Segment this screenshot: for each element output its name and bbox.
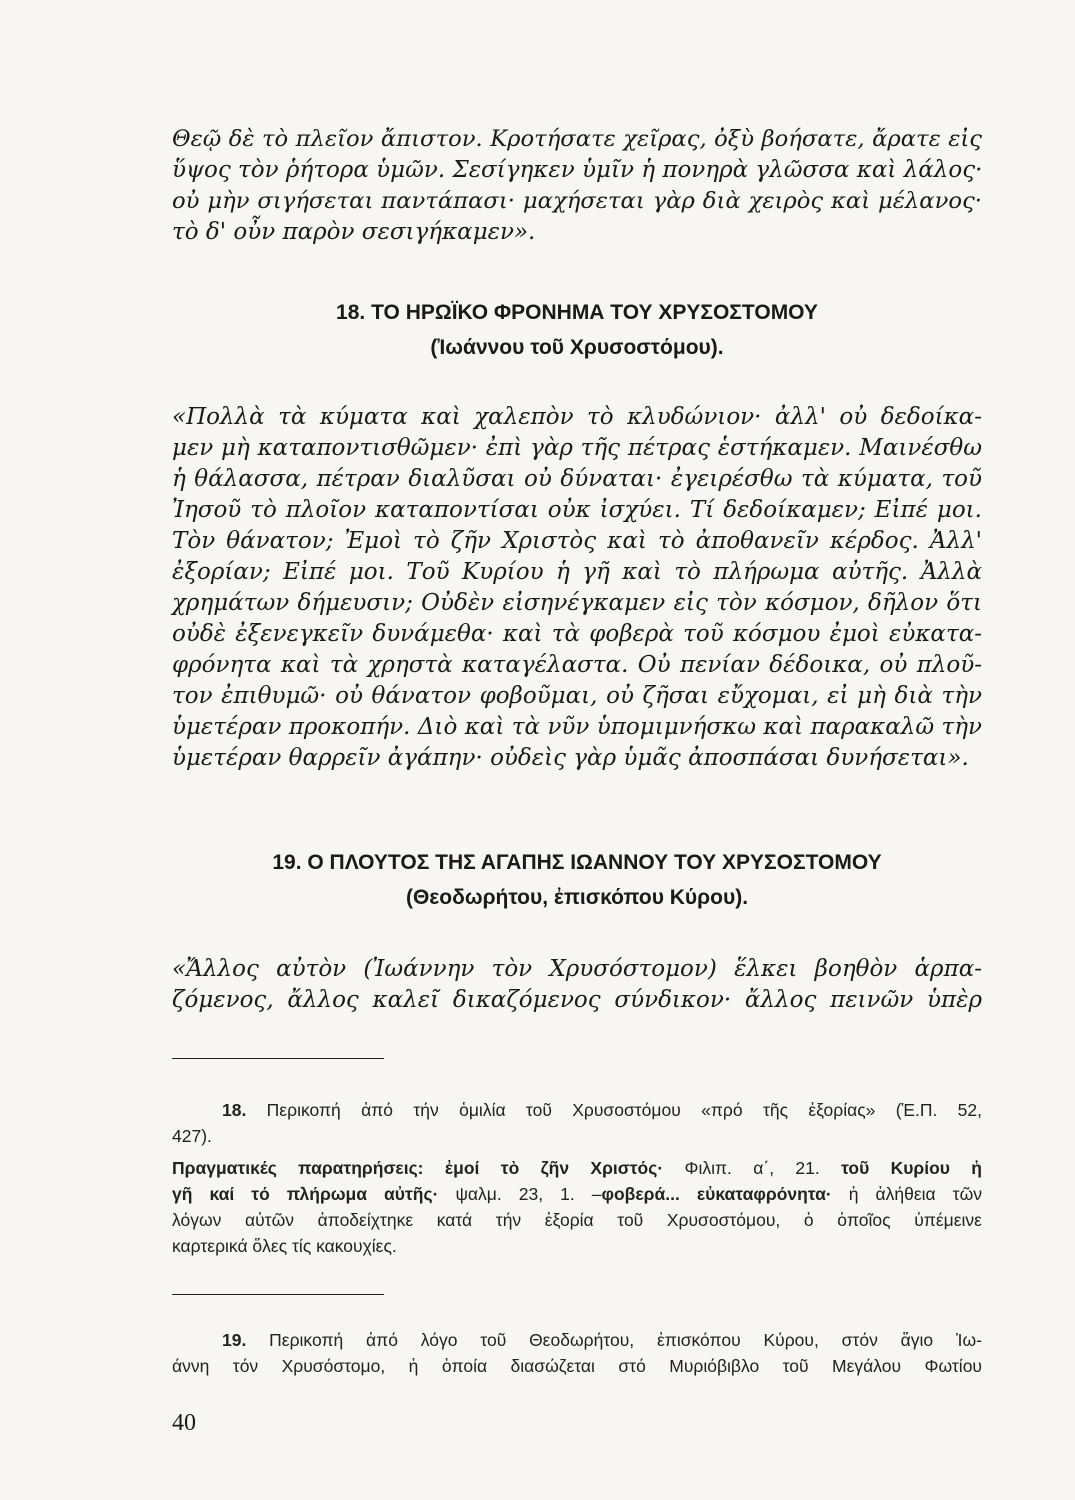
footnote-line: γῆ καί τό πλήρωμα αὐτῆς· ψαλμ. 23, 1. –φοβερά... εὐκαταφρόνητα· ἡ ἀλήθεια τῶν <box>172 1184 982 1204</box>
section-18-subtitle: (Ἰωάννου τοῦ Χρυσοστόμου). <box>430 336 724 359</box>
text-line: Τὸν θάνατον; Ἐμοὶ τὸ ζῆν Χριστὸς καὶ τὸ ἀποθανεῖν κέρδος. Ἀλλ' <box>172 528 982 554</box>
text-line: οὐδὲ ἐξενεγκεῖν δυνάμεθα· καὶ τὰ φοβερὰ τοῦ κόσμου ἐμοὶ εὐκατα- <box>172 621 982 647</box>
footnote-divider <box>172 1058 384 1059</box>
text-line: ζόμενος, ἄλλος καλεῖ δικαζόμενος σύνδικον· ἄλλος πεινῶν ὑπὲρ <box>172 987 982 1013</box>
text-line: Ἰησοῦ τὸ πλοῖον καταποντίσαι οὐκ ἰσχύει. Τί δεδοίκαμεν; Εἰπέ μοι. <box>172 497 982 523</box>
text-line: Θεῷ δὲ τὸ πλεῖον ἄπιστον. Κροτήσατε χεῖρας, ὀξὺ βοήσατε, ἄρατε εἰς <box>172 126 982 152</box>
page-number: 40 <box>172 1410 196 1436</box>
footnote-19 <box>172 1327 982 1379</box>
text-line: «Πολλὰ τὰ κύματα καὶ χαλεπὸν τὸ κλυδώνιον· ἀλλ' οὐ δεδοίκα- <box>172 404 982 430</box>
text-line: τὸ δ' οὖν παρὸν σεσιγήκαμεν». <box>172 219 536 245</box>
text-line: ὑμετέραν προκοπήν. Διὸ καὶ τὰ νῦν ὑπομιμνήσκω καὶ παρακαλῶ τὴν <box>172 714 982 740</box>
text-line: ὕψος τὸν ῥήτορα ὑμῶν. Σεσίγηκεν ὑμῖν ἡ πονηρὰ γλῶσσα καὶ λάλος· <box>172 157 983 183</box>
text-line: τον ἐπιθυμῶ· οὐ θάνατον φοβοῦμαι, οὐ ζῆσαι εὔχομαι, εἰ μὴ διὰ τὴν <box>172 683 982 709</box>
section-19-text <box>172 954 982 1016</box>
section-19-subtitle: (Θεοδωρήτου, ἐπισκόπου Κύρου). <box>405 886 749 909</box>
text-line: μεν μὴ καταποντισθῶμεν· ἐπὶ γὰρ τῆς πέτρας ἑστήκαμεν. Μαινέσθω <box>172 435 982 461</box>
text-line: ὑμετέραν θαρρεῖν ἀγάπην· οὐδεὶς γὰρ ὑμᾶς ἀποσπάσαι δυνήσεται». <box>172 745 969 771</box>
text-line: οὐ μὴν σιγήσεται παντάπασι· μαχήσεται γὰρ διὰ χειρὸς καὶ μέλανος· <box>172 188 982 214</box>
footnote-number: 18. <box>222 1100 247 1120</box>
text-line: ἡ θάλασσα, πέτραν διαλῦσαι οὐ δύναται· ἐγειρέσθω τὰ κύματα, τοῦ <box>172 466 982 492</box>
footnote-line: άννη τόν Χρυσόστομο, ἡ ὁποία διασώζεται στό Μυριόβιβλο τοῦ Μεγάλου Φωτίου <box>172 1356 982 1376</box>
footnote-line: λόγων αὐτῶν ἀποδείχτηκε κατά τήν ἐξορία τοῦ Χρυσοστόμου, ὁ ὁποῖος ὑπέμεινε <box>172 1210 982 1230</box>
footnote-line: 427). <box>172 1126 212 1146</box>
footnote-18 <box>172 1097 982 1259</box>
footnote-line: Πραγματικές παρατηρήσεις: ἐμοί τὸ ζῆν Χριστός· Φιλιπ. α΄, 21. τοῦ Κυρίου ἡ <box>172 1158 982 1178</box>
footnote-line: καρτερικά ὅλες τίς κακουχίες. <box>172 1236 397 1256</box>
footnote-line: 18. Περικοπή ἀπό τήν ὁμιλία τοῦ Χρυσοστόμου «πρό τῆς ἐξορίας» (Ἑ.Π. 52, <box>222 1100 982 1120</box>
section-18-title: 18. ΤΟ ΗΡΩΪΚΟ ΦΡΟΝΗΜΑ ΤΟΥ ΧΡΥΣΟΣΤΟΜΟΥ <box>336 301 818 324</box>
text-line: «Ἄλλος αὐτὸν (Ἰωάννην τὸν Χρυσόστομον) ἕλκει βοηθὸν ἁρπα- <box>172 956 982 982</box>
text-line: χρημάτων δήμευσιν; Οὐδὲν εἰσηνέγκαμεν εἰς τὸν κόσμον, δῆλον ὅτι <box>172 590 982 616</box>
footnote-line: 19. Περικοπή ἀπό λόγο τοῦ Θεοδωρήτου, ἐπισκόπου Κύρου, στόν ἅγιο Ἰω- <box>222 1330 982 1350</box>
footnote-divider <box>172 1294 384 1295</box>
section-19-title: 19. Ο ΠΛΟΥΤΟΣ ΤΗΣ ΑΓΑΠΗΣ ΙΩΑΝΝΟΥ ΤΟΥ ΧΡΥΣΟΣΤΟΜΟΥ <box>272 851 882 874</box>
section-18-text <box>172 402 982 774</box>
footnote-number: 19. <box>222 1330 247 1350</box>
passage-17-end <box>172 124 982 248</box>
text-line: φρόνητα καὶ τὰ χρηστὰ καταγέλαστα. Οὐ πενίαν δέδοικα, οὐ πλοῦ- <box>172 652 982 678</box>
text-line: ἐξορίαν; Εἰπέ μοι. Τοῦ Κυρίου ἡ γῆ καὶ τὸ πλήρωμα αὐτῆς. Ἀλλὰ <box>172 559 982 585</box>
